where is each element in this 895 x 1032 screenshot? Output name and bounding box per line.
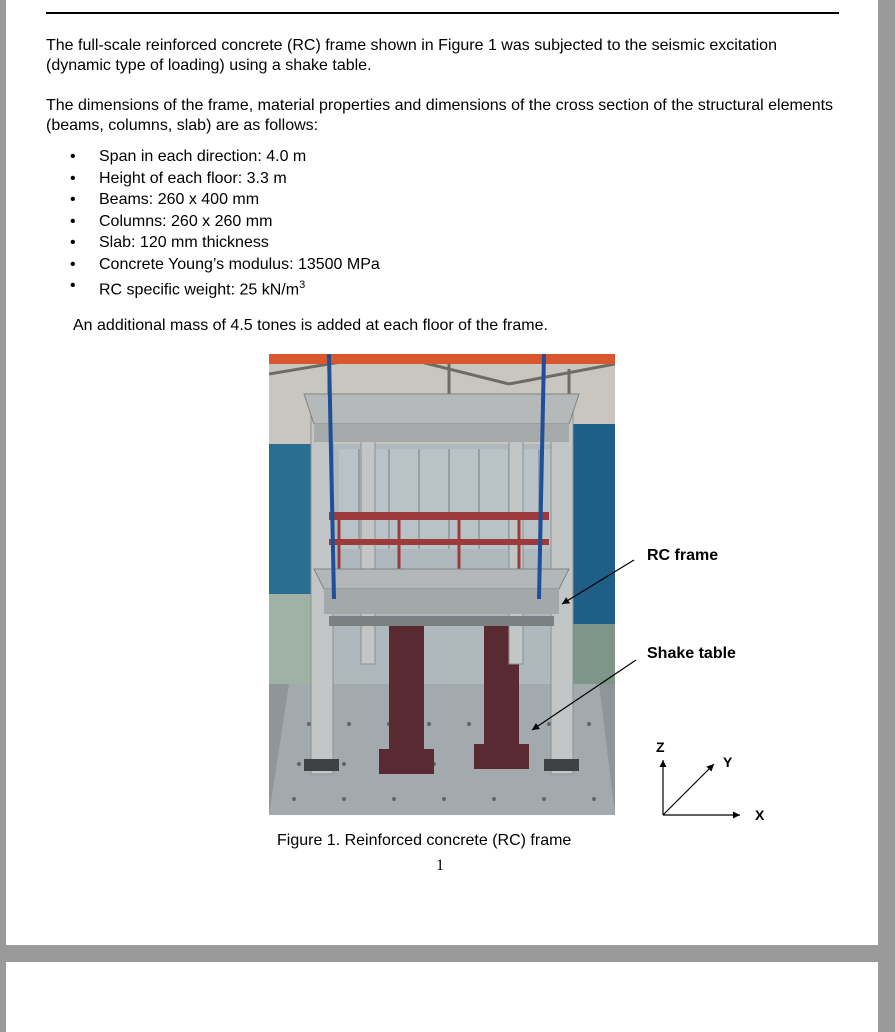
bullet: • (70, 169, 76, 187)
list-item: • Height of each floor: 3.3 m (70, 168, 380, 190)
frame-photo (269, 354, 615, 815)
bullet: • (70, 234, 76, 251)
bullet: • (70, 277, 76, 294)
bullet: • (70, 255, 76, 273)
rc-frame-label: RC frame (647, 547, 719, 564)
axis-y-arrow (663, 764, 714, 815)
bullet: • (70, 148, 76, 165)
frame-photo-illustration (269, 354, 615, 815)
axis-y-label: Y (723, 754, 733, 770)
page-number: 1 (436, 857, 444, 874)
list-item: • Concrete Young’s modulus: 13500 MPa (70, 254, 380, 276)
list-item: • Beams: 260 x 400 mm (70, 189, 380, 211)
dimensions-intro-paragraph: The dimensions of the frame, material properties and dimensions of the cross section of the structural elements (beams, columns, slab) are as follows: (46, 97, 834, 134)
additional-mass-paragraph: An additional mass of 4.5 tones is added at each floor of the frame. (73, 317, 548, 334)
next-page (6, 962, 878, 1032)
document-page (6, 0, 878, 945)
bullet: • (70, 191, 76, 208)
list-item: • RC specific weight: 25 $kN/m^3$ (70, 277, 306, 299)
axis-x-label: X (755, 807, 765, 823)
list-item: • Slab: 120 mm thickness (70, 232, 380, 254)
intro-paragraph: The full-scale reinforced concrete (RC) frame shown in Figure 1 was subjected to the seismic excitation (dynamic type of loading) using a shake table. (46, 37, 777, 74)
figure-caption: Figure 1. Reinforced concrete (RC) frame (277, 832, 572, 849)
bullet: • (70, 212, 76, 230)
list-item: • Columns: 260 x 260 mm (70, 211, 380, 233)
header-rule (46, 12, 839, 14)
axis-z-label: Z (656, 739, 665, 755)
shake-table-label: Shake table (647, 645, 736, 662)
list-item: • Span in each direction: 4.0 m (70, 146, 380, 168)
specs-list (70, 146, 380, 297)
superscript: 3 (299, 279, 306, 291)
